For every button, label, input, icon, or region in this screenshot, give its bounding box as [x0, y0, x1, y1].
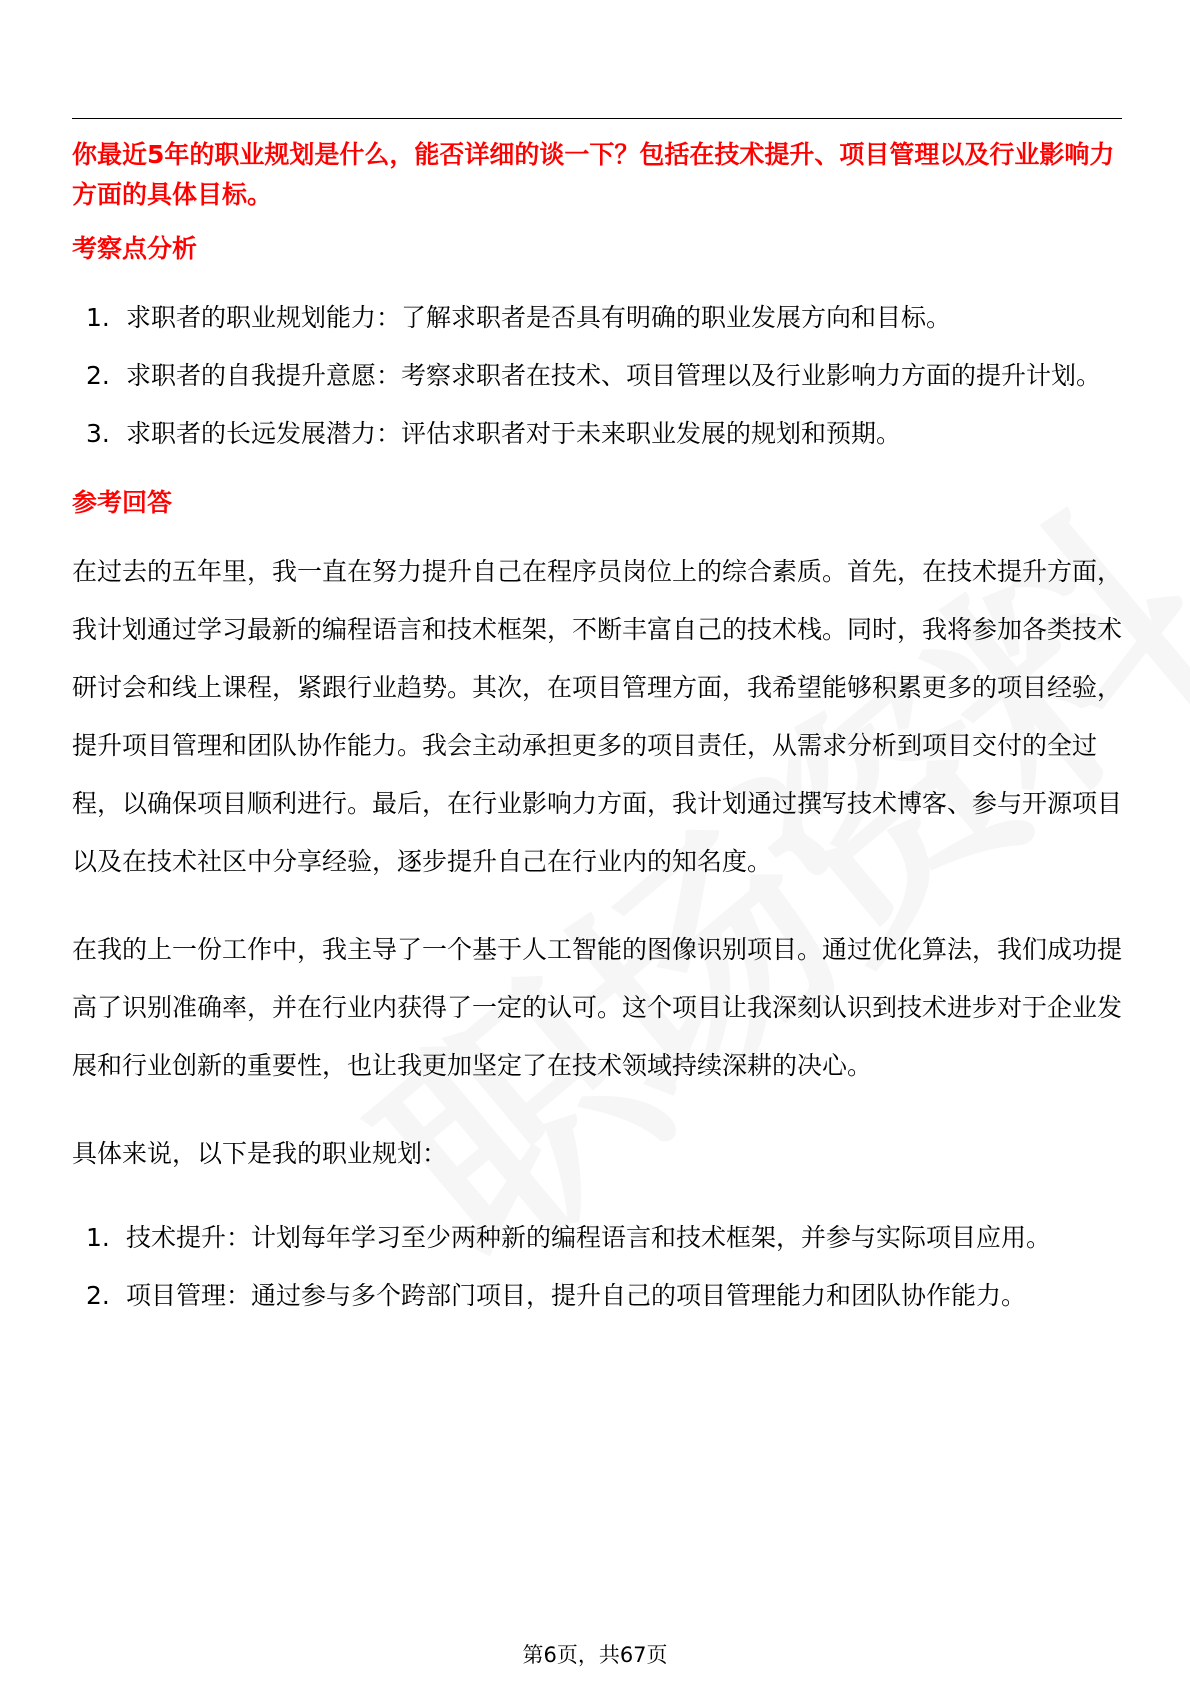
top-divider [72, 118, 1122, 119]
question-heading: 你最近5年的职业规划是什么，能否详细的谈一下？包括在技术提升、项目管理以及行业影响力方面的具体目标。 [72, 140, 1115, 209]
list-text: 求职者的职业规划能力：了解求职者是否具有明确的职业发展方向和目标。 [126, 303, 952, 332]
answer-paragraph: 在过去的五年里，我一直在努力提升自己在程序员岗位上的综合素质。首先，在技术提升方面，我计划通过学习最新的编程语言和技术框架，不断丰富自己的技术栈。同时，我将参加各类技术研讨会和线上课程，紧跟行业趋势。其次，在项目管理方面，我希望能够积累更多的项目经验，提升项目管理和团队协作能力。我会主动承担更多的项目责任，从需求分析到项目交付的全过程，以确保项目顺利进行。最后，在行业影响力方面，我计划通过撰写技术博客、参与开源项目以及在技术社区中分享经验，逐步提升自己在行业内的知名度。 [72, 557, 1123, 876]
list-number: 3. [86, 419, 110, 448]
answer-heading: 参考回答 [72, 488, 173, 517]
page-content [72, 135, 1122, 1325]
answer-paragraph: 在我的上一份工作中，我主导了一个基于人工智能的图像识别项目。通过优化算法，我们成功提高了识别准确率，并在行业内获得了一定的认可。这个项目让我深刻认识到技术进步对于企业发展和行业创新的重要性，也让我更加坚定了在技术领域持续深耕的决心。 [72, 935, 1123, 1080]
analysis-heading: 考察点分析 [72, 234, 198, 263]
analysis-item [72, 289, 1122, 347]
analysis-item [72, 405, 1122, 463]
list-number: 2. [86, 361, 110, 390]
analysis-item [72, 347, 1122, 405]
list-number: 2. [86, 1281, 110, 1310]
analysis-list [72, 289, 1122, 463]
list-text: 求职者的长远发展潜力：评估求职者对于未来职业发展的规划和预期。 [126, 419, 902, 448]
plan-list [72, 1209, 1122, 1325]
list-text: 技术提升：计划每年学习至少两种新的编程语言和技术框架，并参与实际项目应用。 [126, 1223, 1052, 1252]
answer-paragraph: 具体来说，以下是我的职业规划： [72, 1139, 448, 1168]
list-number: 1. [86, 1223, 110, 1252]
list-text: 求职者的自我提升意愿：考察求职者在技术、项目管理以及行业影响力方面的提升计划。 [126, 361, 1102, 390]
list-text: 项目管理：通过参与多个跨部门项目，提升自己的项目管理能力和团队协作能力。 [126, 1281, 1027, 1310]
list-number: 1. [86, 303, 110, 332]
plan-item [72, 1209, 1122, 1267]
page-number: 第6页，共67页 [522, 1643, 668, 1667]
plan-item [72, 1267, 1122, 1325]
